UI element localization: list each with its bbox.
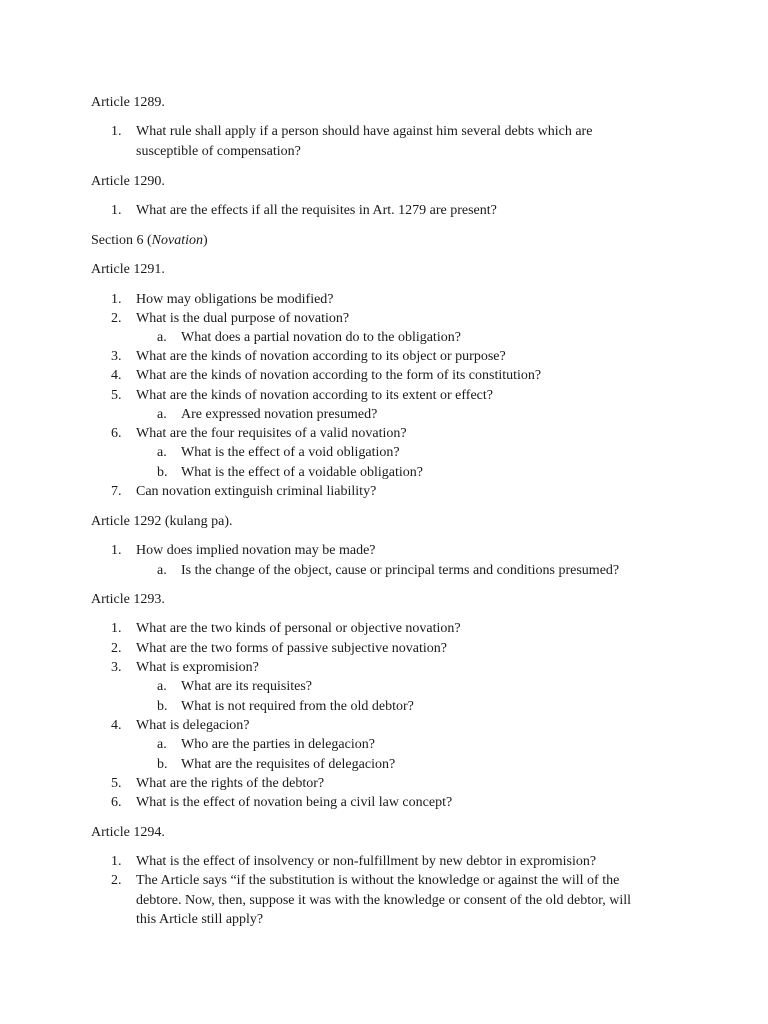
item-text: What are the two forms of passive subjective novation? [136, 641, 448, 656]
sub-item-text: What is the effect of a void obligation? [181, 445, 400, 460]
item-number: 3. [111, 349, 122, 364]
item-number: 5. [111, 776, 122, 791]
sub-item-text: What are its requisites? [181, 679, 313, 694]
item-text: What is the effect of novation being a civil law concept? [136, 795, 453, 810]
list-item [111, 309, 651, 329]
item-number: 2. [111, 311, 122, 326]
item-number: 2. [111, 873, 122, 888]
item-number: 4. [111, 718, 122, 733]
list-item [111, 658, 651, 678]
item-text: What is expromision? [136, 660, 259, 675]
article-1293-heading: Article 1293. [91, 592, 165, 607]
item-number: 2. [111, 641, 122, 656]
article-1292-heading: Article 1292 (kulang pa). [91, 514, 233, 529]
item-number: 7. [111, 484, 122, 499]
sub-list-item [157, 755, 657, 775]
item-text: What are the two kinds of personal or objective novation? [136, 621, 461, 636]
item-number: 1. [111, 854, 122, 869]
list-item [111, 347, 651, 367]
sub-item-letter: a. [157, 737, 167, 752]
item-number: 1. [111, 124, 122, 139]
sub-item-text: What is the effect of a voidable obligation? [181, 465, 423, 480]
item-number: 1. [111, 292, 122, 307]
sub-list-item [157, 677, 657, 697]
sub-item-letter: a. [157, 330, 167, 345]
list-item [111, 482, 651, 502]
sub-item-letter: b. [157, 465, 168, 480]
sub-item-letter: a. [157, 445, 167, 460]
item-text: How does implied novation may be made? [136, 543, 376, 558]
sub-list-item [157, 328, 657, 348]
item-text: What is the dual purpose of novation? [136, 311, 350, 326]
item-number: 5. [111, 388, 122, 403]
list-item [111, 366, 651, 386]
item-number: 6. [111, 795, 122, 810]
sub-list-item [157, 405, 657, 425]
list-item [111, 852, 651, 872]
list-item [111, 424, 651, 444]
item-text: What are the rights of the debtor? [136, 776, 325, 791]
item-number: 1. [111, 621, 122, 636]
sub-item-text: What does a partial novation do to the obligation? [181, 330, 461, 345]
list-item [111, 793, 651, 813]
item-number: 6. [111, 426, 122, 441]
section-prefix: Section 6 ( [91, 233, 152, 248]
item-text: What is the effect of insolvency or non-fulfillment by new debtor in expromision? [136, 854, 597, 869]
sub-item-letter: b. [157, 699, 168, 714]
sub-item-text: What are the requisites of delegacion? [181, 757, 396, 772]
sub-item-text: Are expressed novation presumed? [181, 407, 378, 422]
sub-item-text: Who are the parties in delegacion? [181, 737, 375, 752]
list-item [111, 386, 651, 406]
list-item [111, 871, 651, 930]
article-1294-heading: Article 1294. [91, 825, 165, 840]
item-text: What rule shall apply if a person should have against him several debts which are susceptible of compensation? [136, 124, 593, 159]
item-number: 1. [111, 203, 122, 218]
sub-list-item [157, 561, 657, 581]
sub-list-item [157, 735, 657, 755]
article-1290-heading: Article 1290. [91, 174, 165, 189]
list-item [111, 639, 651, 659]
sub-item-letter: b. [157, 757, 168, 772]
item-number: 4. [111, 368, 122, 383]
item-text: What are the kinds of novation according to its object or purpose? [136, 349, 506, 364]
list-item [111, 774, 651, 794]
sub-item-letter: a. [157, 563, 167, 578]
item-text: What are the kinds of novation according to the form of its constitution? [136, 368, 542, 383]
item-number: 1. [111, 543, 122, 558]
sub-list-item [157, 697, 657, 717]
item-text: How may obligations be modified? [136, 292, 334, 307]
item-text: Can novation extinguish criminal liability? [136, 484, 377, 499]
sub-item-text: What is not required from the old debtor? [181, 699, 414, 714]
item-text: What are the effects if all the requisites in Art. 1279 are present? [136, 203, 497, 218]
item-text: What is delegacion? [136, 718, 250, 733]
section-title-italic: Novation [151, 233, 203, 248]
item-text: The Article says “if the substitution is without the knowledge or against the will of the debtore. Now, then, suppose it was with the knowledge or consent of the old debtor, will this Article still apply? [136, 873, 632, 927]
list-item [111, 619, 651, 639]
item-text: What are the kinds of novation according to its extent or effect? [136, 388, 493, 403]
list-item [111, 201, 651, 221]
list-item [111, 122, 651, 161]
section-suffix: ) [203, 233, 208, 248]
item-number: 3. [111, 660, 122, 675]
sub-list-item [157, 443, 657, 463]
sub-item-text: Is the change of the object, cause or principal terms and conditions presumed? [181, 563, 620, 578]
sub-item-letter: a. [157, 679, 167, 694]
article-1291-heading: Article 1291. [91, 262, 165, 277]
item-text: What are the four requisites of a valid novation? [136, 426, 407, 441]
article-1289-heading: Article 1289. [91, 95, 165, 110]
sub-item-letter: a. [157, 407, 167, 422]
list-item [111, 541, 651, 561]
list-item [111, 716, 651, 736]
sub-list-item [157, 463, 657, 483]
section-6-heading [91, 231, 208, 250]
list-item [111, 290, 651, 310]
